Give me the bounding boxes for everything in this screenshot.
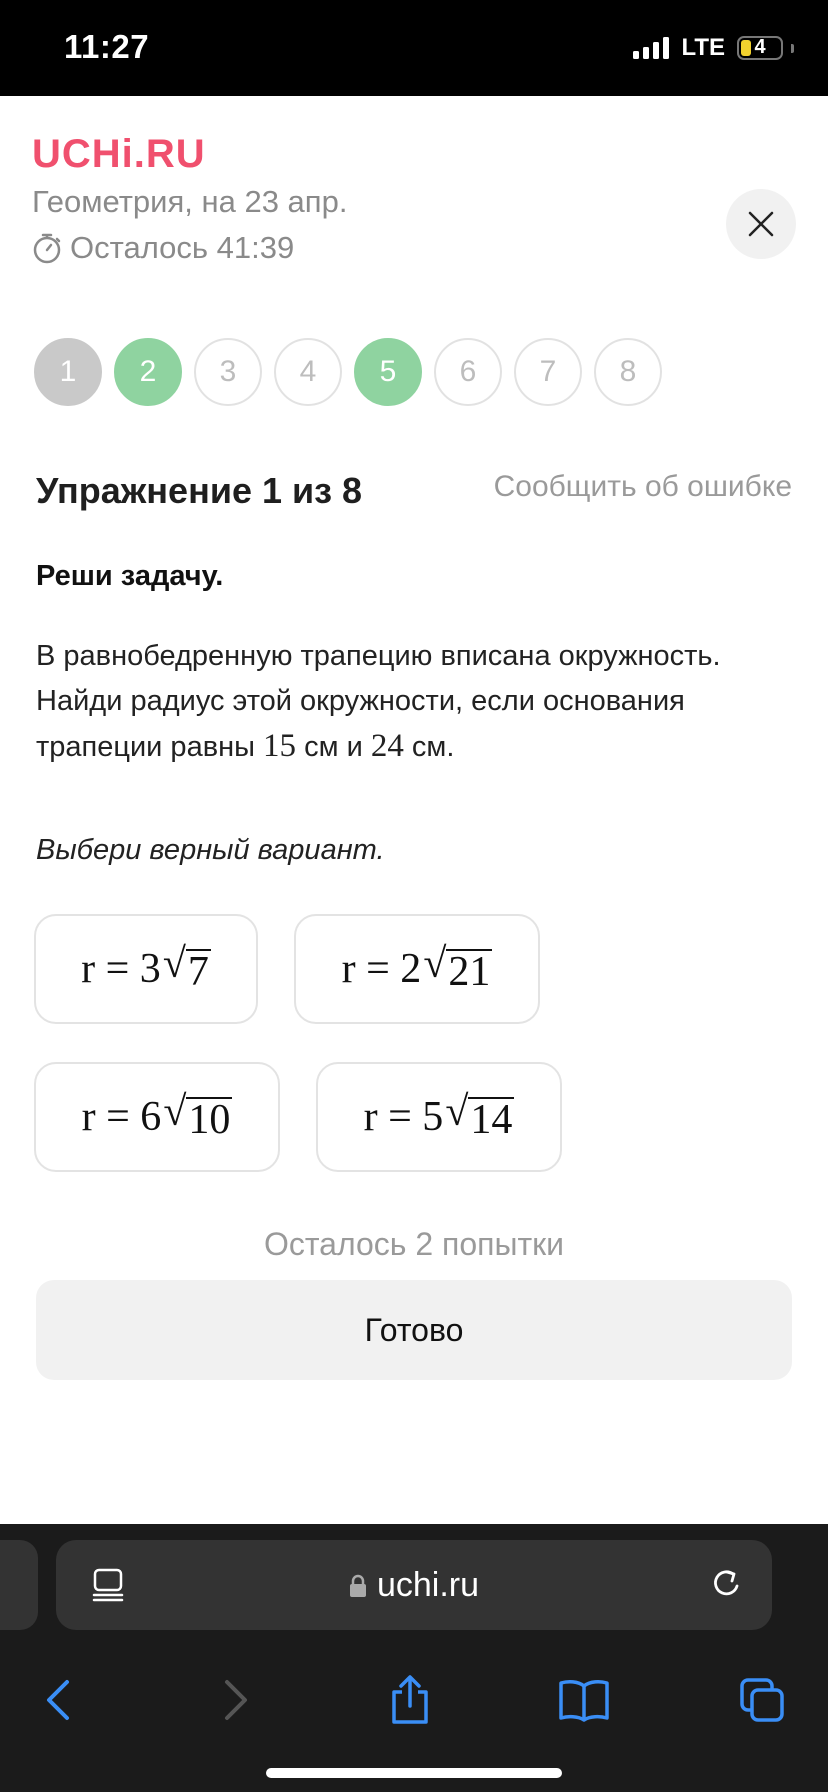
sqrt-symbol: √ 7 [162,941,209,995]
timer-text: Осталось 41:39 [70,230,295,265]
status-indicators [633,34,794,62]
task-text-part: В равнобедренную трапецию вписана окружность. Найди радиус этой окружности, если основания трапеции равны [36,640,721,763]
home-indicator [266,1768,562,1778]
tabs-button[interactable] [732,1670,792,1730]
task-title: Реши задачу. [36,560,224,592]
step-6[interactable]: 6 [434,338,502,406]
back-icon [43,1678,73,1722]
attempts-remaining: Осталось 2 попытки [263,1226,565,1262]
url-display[interactable] [56,1566,772,1605]
step-1[interactable]: 1 [34,338,102,406]
forward-button[interactable] [206,1670,266,1730]
url-text: uchi.ru [376,1566,480,1604]
step-3[interactable]: 3 [194,338,262,406]
reload-icon[interactable] [710,1566,744,1602]
exercise-title: Упражнение 1 из 8 [36,470,363,511]
task-text [36,634,796,770]
status-bar [0,0,828,96]
previous-tab[interactable] [0,1540,38,1630]
battery-icon [737,36,783,60]
share-icon [388,1674,432,1726]
done-button[interactable]: Готово [36,1280,792,1380]
share-button[interactable] [380,1670,440,1730]
step-8[interactable]: 8 [594,338,662,406]
task-text-part: см. [403,731,455,763]
subject-title: Геометрия, на 23 апр. [32,184,348,219]
status-time: 11:27 [64,28,150,65]
logo[interactable]: UCHi.RU [32,132,206,176]
option-prefix: r = 5 [363,1094,444,1140]
option-radicand: 7 [187,949,209,995]
option-prefix: r = 2 [341,946,422,992]
option-prefix: r = 3 [81,946,161,992]
page-content [0,96,828,1524]
step-2[interactable]: 2 [114,338,182,406]
answer-option-1[interactable] [34,914,258,1024]
step-7[interactable]: 7 [514,338,582,406]
network-label: LTE [681,34,725,61]
choice-prompt: Выбери верный вариант. [36,834,385,866]
answer-option-4[interactable] [316,1062,562,1172]
close-icon [748,211,774,237]
address-bar[interactable] [56,1540,772,1630]
option-radicand: 21 [448,949,491,995]
signal-icon [633,37,669,59]
stopwatch-icon [32,232,62,264]
step-5[interactable]: 5 [354,338,422,406]
task-number: 24 [370,728,404,764]
report-error-link[interactable]: Сообщить об ошибке [493,470,792,503]
battery-level: 4 [754,36,766,58]
timer [32,230,294,266]
answer-option-3[interactable] [34,1062,280,1172]
browser-nav [0,1652,828,1752]
back-button[interactable] [28,1670,88,1730]
browser-toolbar [0,1524,828,1792]
option-radicand: 10 [188,1097,231,1143]
forward-icon [221,1678,251,1722]
tabs-icon [738,1676,786,1724]
exercise-stepper [34,338,662,406]
task-number: 15 [263,728,297,764]
sqrt-symbol: √ 21 [423,941,491,995]
book-icon [558,1678,610,1722]
sqrt-symbol: √ 14 [445,1089,513,1143]
option-prefix: r = 6 [81,1094,162,1140]
bookmarks-button[interactable] [554,1670,614,1730]
sqrt-symbol: √ 10 [163,1089,231,1143]
close-button[interactable] [726,189,796,259]
answer-option-2[interactable] [294,914,540,1024]
task-text-part: см и [296,731,371,763]
lock-icon [349,1574,367,1598]
step-4[interactable]: 4 [274,338,342,406]
option-radicand: 14 [470,1097,513,1143]
